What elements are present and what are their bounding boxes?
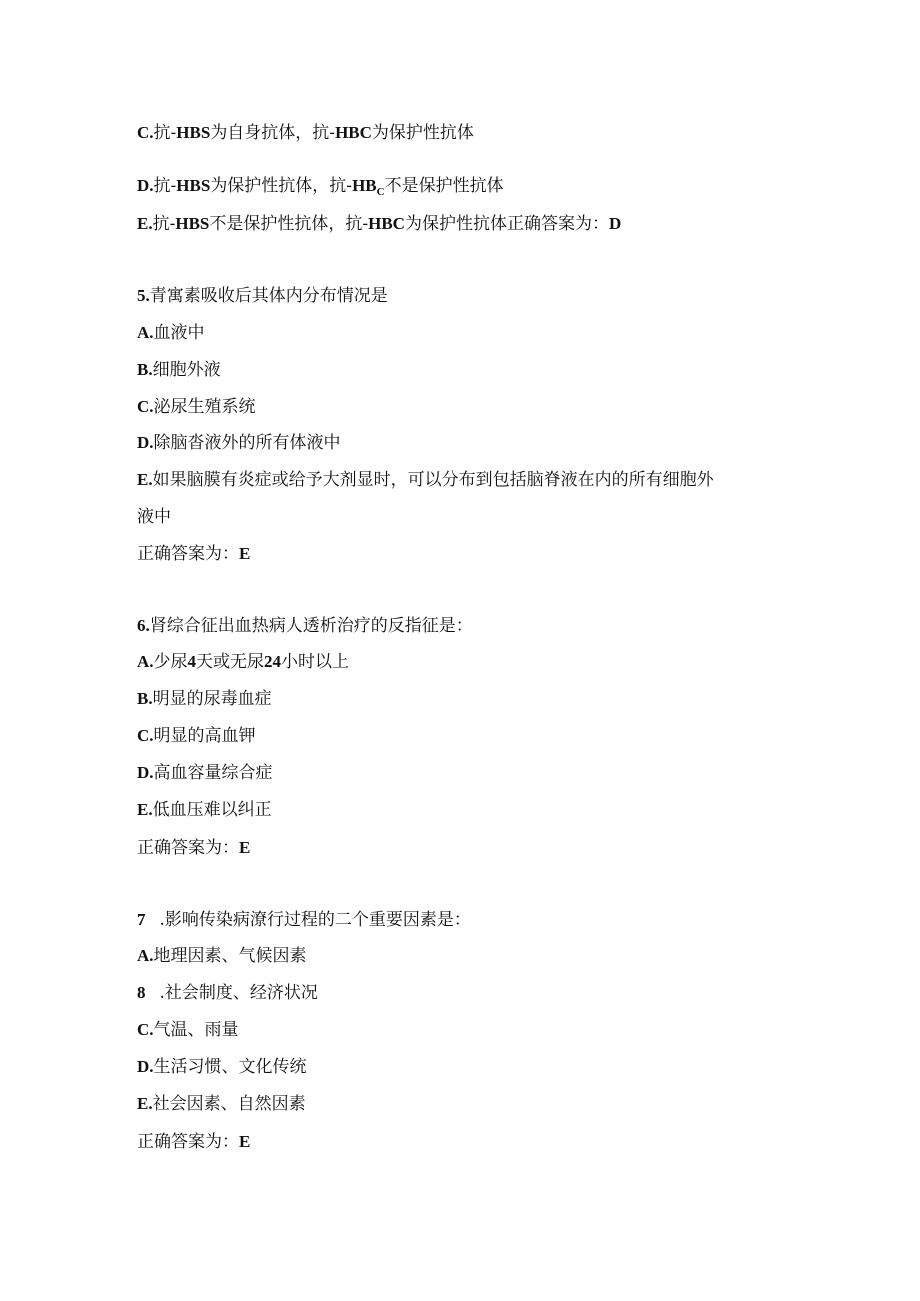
q6-option-a: A.少尿4天或无尿24小时以上	[137, 652, 350, 672]
q7-answer: E	[239, 1132, 251, 1151]
q5-option-b: B.细胞外液	[137, 360, 221, 380]
q6-answer-line: 正确答案为：E	[137, 838, 251, 858]
q6-option-e: E.低血压难以纠正	[137, 800, 272, 820]
q5-option-e: E.如果脑膜有炎症或给予大剂显时，可以分布到包括脑脊液在内的所有细胞外	[137, 470, 714, 490]
q6-answer: E	[239, 838, 251, 857]
q5-answer: E	[239, 544, 251, 563]
q6-option-b: B.明显的尿毒血症	[137, 689, 272, 709]
q7-option-d: D.生活习惯、文化传统	[137, 1057, 307, 1077]
q6-option-c: C.明显的高血钾	[137, 726, 256, 746]
q5-option-a: A.血液中	[137, 323, 205, 343]
q5-stem: 5.青寓素吸收后其体内分布情况是	[137, 286, 388, 306]
q5-option-d: D.除脑沓液外的所有体液中	[137, 433, 341, 453]
q7-answer-line: 正确答案为：E	[137, 1132, 251, 1152]
q7-item-8: 8 .社会制度、经济状况	[137, 983, 318, 1003]
q5-answer-line: 正确答案为：E	[137, 544, 251, 564]
q4-option-c: C.抗-HBS为自身抗体，抗-HBC为保护性抗体	[137, 123, 474, 143]
q7-option-c: C.气温、雨量	[137, 1020, 239, 1040]
q6-option-d: D.高血容量综合症	[137, 763, 273, 783]
q7-option-e: E.社会因素、自然因素	[137, 1094, 306, 1114]
q4-option-d: D.抗-HBS为保护性抗体，抗$-HB_C$不是保护性抗体	[137, 176, 504, 198]
q7-stem: 7 .影响传染病潦行过程的二个重要因素是：	[137, 910, 471, 930]
q4-answer: D	[608, 214, 622, 233]
q7-option-a: A.地理因素、气候因素	[137, 946, 307, 966]
q4-option-e: E.抗-HBS不是保护性抗体，抗-HBC为保护性抗体正确答案为：D	[137, 214, 622, 234]
q5-option-c: C.泌尿生殖系统	[137, 397, 256, 417]
q6-stem: 6.肾综合征出血热病人透析治疗的反指征是：	[137, 616, 473, 636]
q5-option-e-continued: 液中	[137, 507, 171, 527]
